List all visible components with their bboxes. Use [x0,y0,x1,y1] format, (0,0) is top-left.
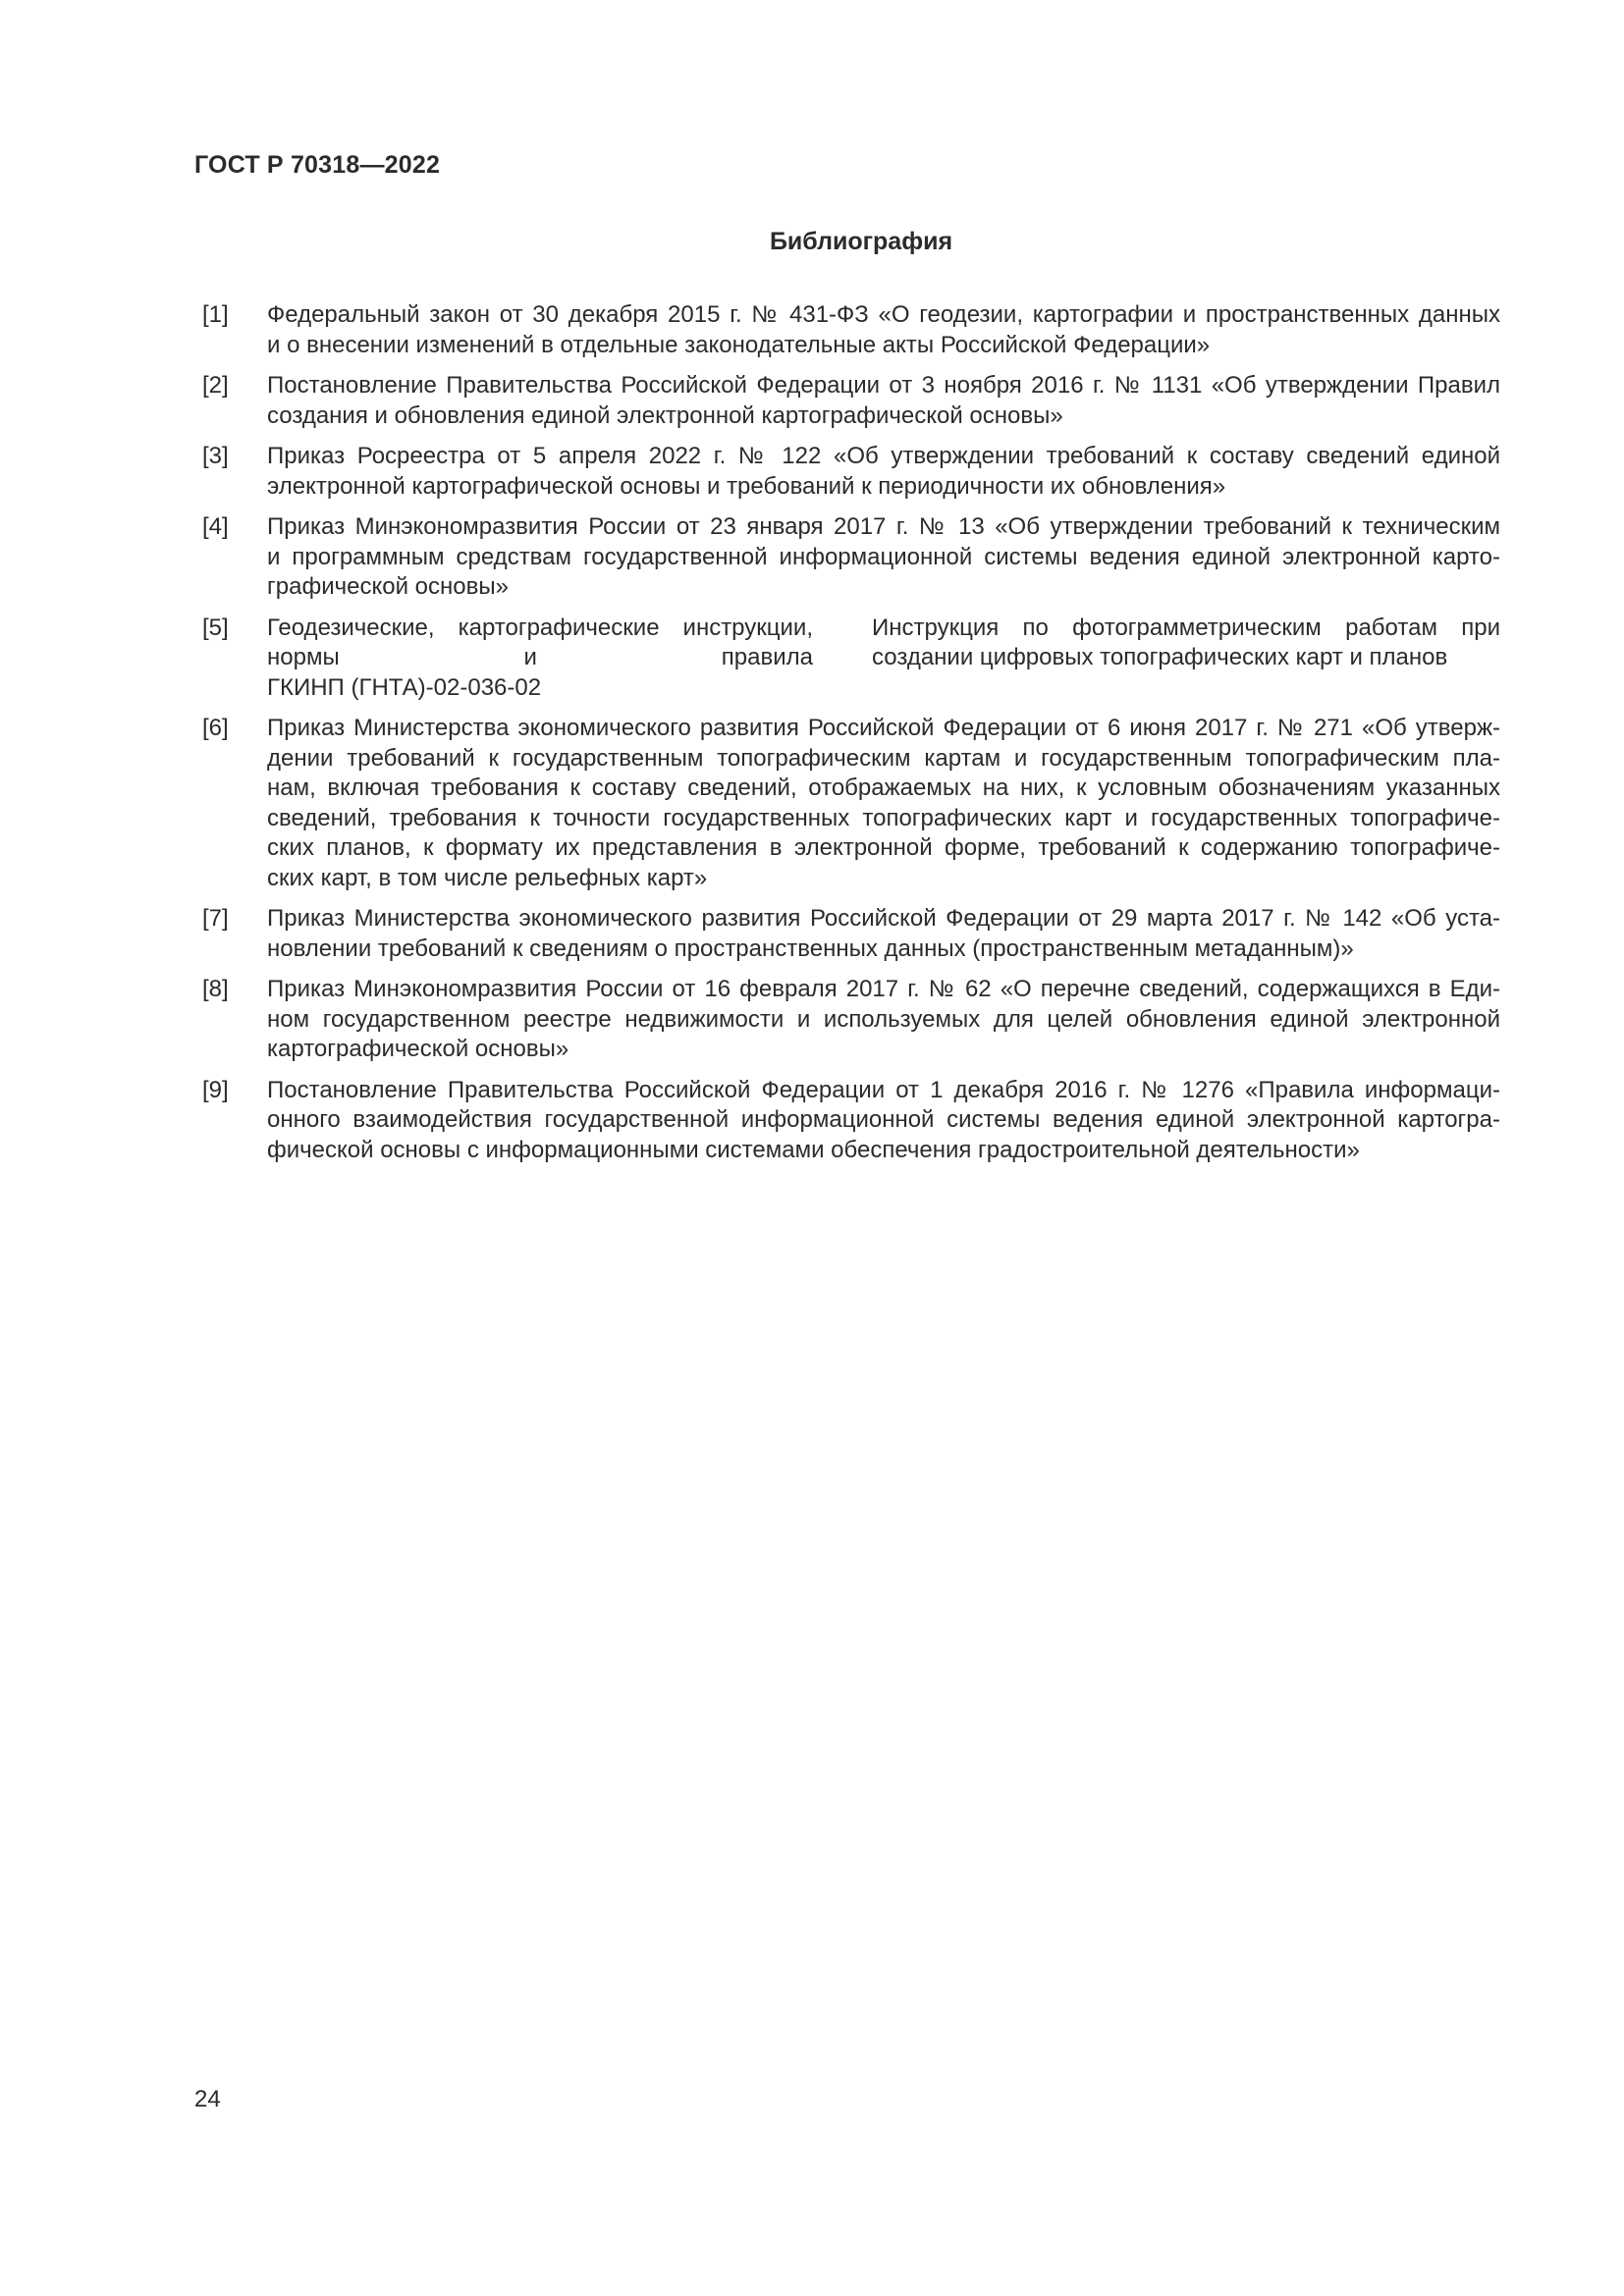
bibliography-entry-line: и программным средствам государственной информационной системы ведения единой электронной карто- [267,543,1500,570]
bibliography-entry-number: [6] [202,715,229,741]
bibliography-entry [202,714,1500,893]
bibliography-entry [202,371,1500,431]
bibliography-entry-text [267,300,1500,360]
bibliography-entry-number: [3] [202,443,229,469]
bibliography-entry-line: нам, включая требования к составу сведений, отображаемых на них, к условным обозначениям указанных [267,774,1500,801]
bibliography-entry-line: создании цифровых топографических карт и планов [872,644,1448,670]
bibliography-entry-number: [2] [202,372,229,399]
bibliography-entry-line: Инструкция по фотограмметрическим работам при [872,614,1500,641]
bibliography-entry [202,614,1500,704]
bibliography-entry-line: Приказ Минэкономразвития России от 23 января 2017 г. № 13 «Об утверждении требований к техническим [267,513,1500,540]
bibliography-entry [202,975,1500,1065]
bibliography-entry [202,442,1500,502]
page-header-standard: ГОСТ Р 70318—2022 [194,151,441,179]
bibliography-entry-line: Приказ Минэкономразвития России от 16 февраля 2017 г. № 62 «О перечне сведений, содержащихся в Еди- [267,976,1500,1002]
bibliography-entry-text [267,371,1500,431]
bibliography-entry-line: ГКИНП (ГНТА)-02-036-02 [267,673,542,701]
bibliography-list [202,300,1500,1176]
bibliography-entry-line: ном государственном реестре недвижимости и используемых для целей обновления единой электронной [267,1005,1500,1033]
bibliography-entry-line: дении требований к государственным топографическим картам и государственным топографическим пла- [267,744,1500,772]
bibliography-entry-line: новлении требований к сведениям о пространственных данных (пространственным метаданным)» [267,934,1354,962]
bibliography-entry-line: Приказ Министерства экономического развития Российской Федерации от 6 июня 2017 г. № 271 «Об утверж- [267,715,1500,741]
bibliography-entry-number: [8] [202,976,229,1002]
bibliography-entry-line: фической основы с информационными системами обеспечения градостроительной деятельности» [267,1136,1360,1163]
bibliography-entry-line: Приказ Росреестра от 5 апреля 2022 г. № 122 «Об утверждении требований к составу сведений единой [267,443,1500,469]
bibliography-entry-left-column [267,614,813,704]
bibliography-entry-line: Постановление Правительства Российской Федерации от 1 декабря 2016 г. № 1276 «Правила информаци- [267,1076,1500,1103]
bibliography-entry-text [267,512,1500,603]
bibliography-entry-columns [267,614,1500,704]
bibliography-entry-right-column [872,614,1500,704]
bibliography-entry-line: и о внесении изменений в отдельные законодательные акты Российской Федерации» [267,331,1211,358]
bibliography-entry-line: графической основы» [267,573,509,600]
bibliography-entry-line: сведений, требования к точности государственных топографических карт и государственных топографиче- [267,804,1500,831]
bibliography-entry-text [267,714,1500,893]
bibliography-entry-line: Приказ Министерства экономического развития Российской Федерации от 29 марта 2017 г. № 142 «Об уста- [267,905,1500,932]
bibliography-entry-number: [4] [202,513,229,540]
bibliography-entry-line: нормы и правила [267,644,813,670]
bibliography-entry-line: Федеральный закон от 30 декабря 2015 г. № 431-ФЗ «О геодезии, картографии и пространственных данных [267,301,1500,328]
bibliography-entry [202,904,1500,964]
bibliography-entry-number: [1] [202,301,229,328]
bibliography-entry-text [267,1076,1500,1166]
bibliography-entry-line: онного взаимодействия государственной информационной системы ведения единой электронной картогра- [267,1106,1500,1133]
page-number: 24 [194,2086,221,2112]
bibliography-entry-text [267,442,1500,502]
bibliography-entry-number: [9] [202,1076,229,1103]
bibliography-entry-line: Постановление Правительства Российской Федерации от 3 ноября 2016 г. № 1131 «Об утверждении Правил [267,372,1500,399]
bibliography-entry [202,1076,1500,1166]
bibliography-entry [202,512,1500,603]
bibliography-entry-number: [5] [202,614,229,641]
bibliography-entry-text [267,904,1500,964]
bibliography-entry-line: картографической основы» [267,1036,569,1062]
bibliography-entry-text [267,975,1500,1065]
bibliography-entry-line: Геодезические, картографические инструкции, [267,614,813,641]
bibliography-entry-line: электронной картографической основы и требований к периодичности их обновления» [267,472,1226,500]
bibliography-entry-line: ских карт, в том числе рельефных карт» [267,864,708,891]
bibliography-entry [202,300,1500,360]
bibliography-entry-line: ских планов, к формату их представления в электронной форме, требований к содержанию топографиче- [267,834,1500,861]
bibliography-entry-line: создания и обновления единой электронной картографической основы» [267,401,1063,429]
bibliography-entry-number: [7] [202,905,229,932]
section-title: Библиография [769,228,953,255]
